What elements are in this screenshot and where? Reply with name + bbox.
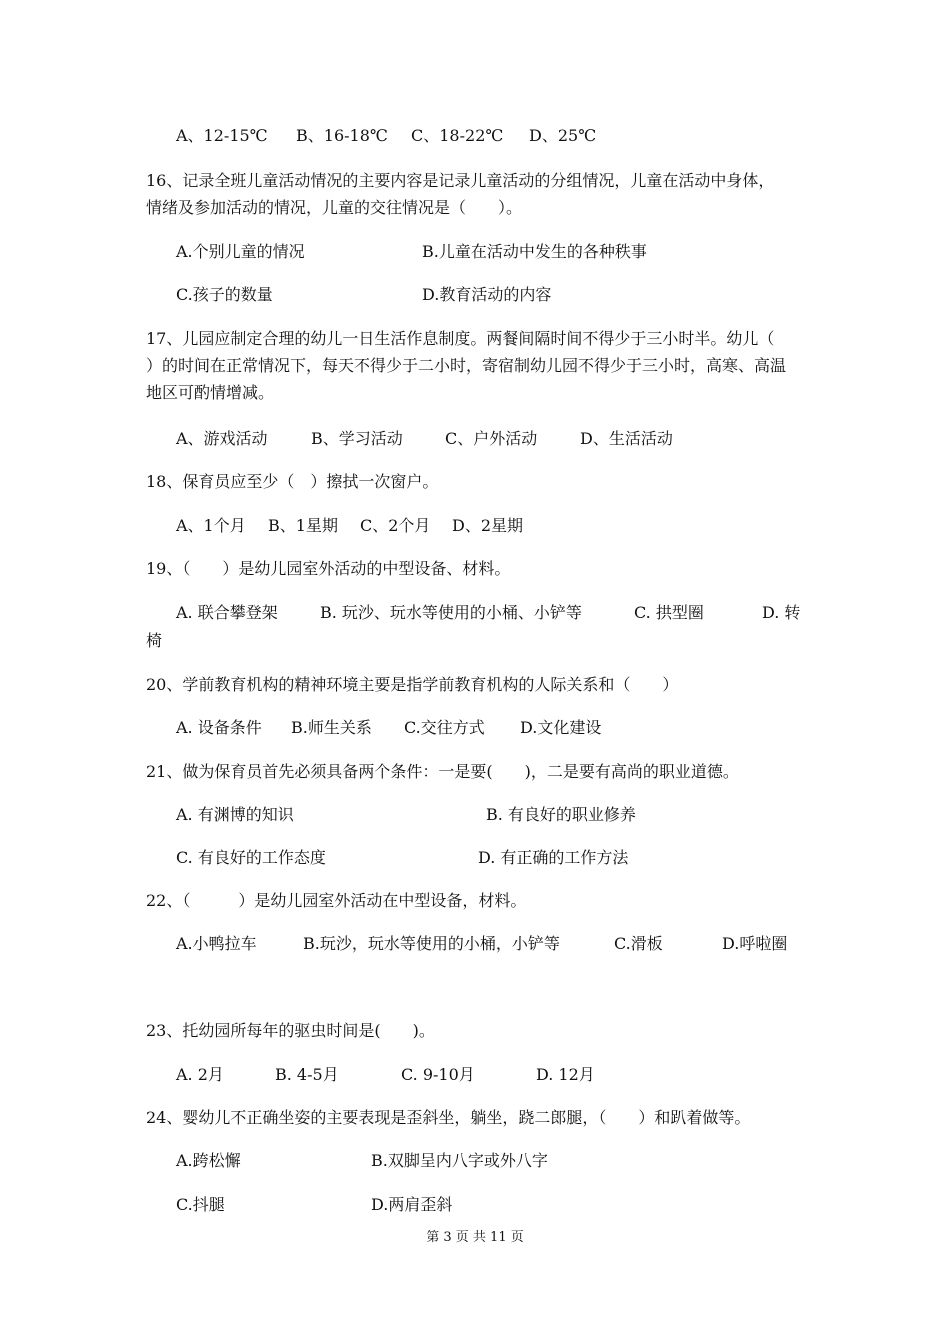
q18-option-b: B、1星期 — [268, 516, 338, 535]
q16-text-line-1: 16、记录全班儿童活动情况的主要内容是记录儿童活动的分组情况，儿童在活动中身体， — [146, 171, 775, 190]
q20-option-d: D.文化建设 — [520, 718, 602, 737]
q21-option-a: A. 有渊博的知识 — [176, 805, 294, 824]
q16-option-c: C.孩子的数量 — [176, 285, 273, 304]
q24-option-d: D.两肩歪斜 — [371, 1195, 453, 1214]
q17-option-b: B、学习活动 — [311, 429, 403, 448]
q15-option-a: A、12-15℃ — [176, 126, 268, 145]
q23-option-d: D. 12月 — [536, 1065, 595, 1084]
q24-option-a: A.跨松懈 — [176, 1151, 241, 1170]
q15-option-c: C、18-22℃ — [411, 126, 504, 145]
q23-option-c: C. 9-10月 — [401, 1065, 475, 1084]
q17-text-line-1: 17、儿园应制定合理的幼儿一日生活作息制度。两餐间隔时间不得少于三小时半。幼儿（ — [146, 329, 775, 348]
q22-option-d: D.呼啦圈 — [722, 934, 788, 953]
q16-text-line-2: 情绪及参加活动的情况，儿童的交往情况是（ ）。 — [146, 198, 523, 217]
q17-option-c: C、户外活动 — [445, 429, 538, 448]
q19-text: 19、（ ）是幼儿园室外活动的中型设备、材料。 — [146, 559, 511, 578]
q17-text-line-3: 地区可酌情增减。 — [146, 383, 275, 402]
q20-option-b: B.师生关系 — [291, 718, 372, 737]
q22-option-b: B.玩沙，玩水等使用的小桶，小铲等 — [303, 934, 560, 953]
q19-option-c: C. 拱型圈 — [634, 603, 704, 622]
q19-option-b: B. 玩沙、玩水等使用的小桶、小铲等 — [320, 603, 582, 622]
q18-option-a: A、1个月 — [176, 516, 246, 535]
q17-option-d: D、生活活动 — [580, 429, 673, 448]
q22-option-a: A.小鸭拉车 — [176, 934, 257, 953]
q21-option-c: C. 有良好的工作态度 — [176, 848, 326, 867]
q20-option-a: A. 设备条件 — [176, 718, 262, 737]
q19-option-d-wrap: 椅 — [146, 631, 163, 650]
q24-option-b: B.双脚呈内八字或外八字 — [371, 1151, 548, 1170]
q18-option-d: D、2星期 — [452, 516, 524, 535]
q16-option-a: A.个别儿童的情况 — [176, 242, 305, 261]
q20-text: 20、学前教育机构的精神环境主要是指学前教育机构的人际关系和（ ） — [146, 675, 679, 694]
q24-text: 24、婴幼儿不正确坐姿的主要表现是歪斜坐，躺坐，跷二郎腿，（ ）和趴着做等。 — [146, 1108, 751, 1127]
q23-text: 23、托幼园所每年的驱虫时间是( )。 — [146, 1021, 435, 1040]
q18-text: 18、保育员应至少（ ）擦拭一次窗户。 — [146, 472, 439, 491]
q23-option-a: A. 2月 — [176, 1065, 224, 1084]
q19-option-a: A. 联合攀登架 — [176, 603, 278, 622]
q17-text-line-2: ）的时间在正常情况下，每天不得少于二小时，寄宿制幼儿园不得少于三小时，高寒、高温 — [146, 356, 787, 375]
q19-option-d: D. 转 — [762, 603, 801, 622]
q21-text: 21、做为保育员首先必须具备两个条件：一是要( )，二是要有高尚的职业道德。 — [146, 762, 739, 781]
q17-option-a: A、游戏活动 — [176, 429, 268, 448]
page-number-footer: 第 3 页 共 11 页 — [426, 1230, 524, 1245]
q22-text: 22、（ ）是幼儿园室外活动在中型设备，材料。 — [146, 891, 527, 910]
q21-option-b: B. 有良好的职业修养 — [486, 805, 636, 824]
q21-option-d: D. 有正确的工作方法 — [478, 848, 629, 867]
q18-option-c: C、2个月 — [360, 516, 431, 535]
q23-option-b: B. 4-5月 — [275, 1065, 339, 1084]
q22-option-c: C.滑板 — [614, 934, 663, 953]
q16-option-d: D.教育活动的内容 — [422, 285, 552, 304]
q15-option-b: B、16-18℃ — [296, 126, 388, 145]
q20-option-c: C.交往方式 — [404, 718, 485, 737]
q16-option-b: B.儿童在活动中发生的各种秩事 — [422, 242, 647, 261]
q15-option-d: D、25℃ — [529, 126, 597, 145]
q24-option-c: C.抖腿 — [176, 1195, 225, 1214]
